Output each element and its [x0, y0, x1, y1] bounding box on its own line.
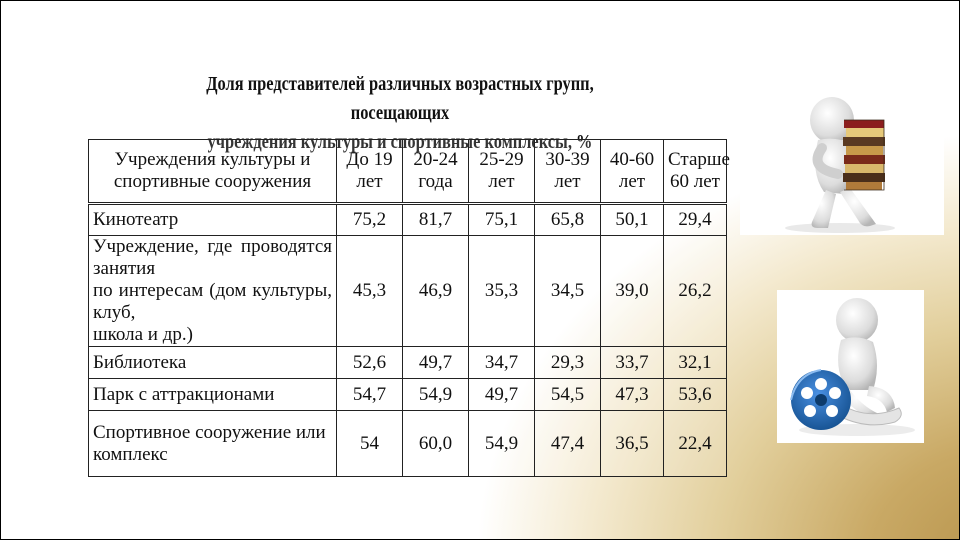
value-cell: 54,9 [403, 379, 469, 411]
header-cell-age: Старше 60 лет [664, 140, 727, 204]
row-label: Библиотека [89, 347, 337, 379]
value-cell: 52,6 [337, 347, 403, 379]
header-cell-age: 20-24 года [403, 140, 469, 204]
row-label: Учреждение, где проводятся занятия по интересам (дом культуры, клуб, школа и др.) [89, 236, 337, 347]
value-cell: 33,7 [601, 347, 664, 379]
header-cell-age: 25-29 лет [469, 140, 535, 204]
value-cell: 26,2 [664, 236, 727, 347]
value-cell: 49,7 [469, 379, 535, 411]
table-row [89, 411, 727, 477]
header-cell-age: До 19 лет [337, 140, 403, 204]
value-cell: 75,2 [337, 204, 403, 236]
value-cell: 49,7 [403, 347, 469, 379]
value-cell: 32,1 [664, 347, 727, 379]
value-cell: 60,0 [403, 411, 469, 477]
table-row [89, 379, 727, 411]
person-with-film-reel-icon [777, 290, 924, 443]
value-cell: 36,5 [601, 411, 664, 477]
value-cell: 65,8 [535, 204, 601, 236]
value-cell: 75,1 [469, 204, 535, 236]
table-row [89, 347, 727, 379]
value-cell: 53,6 [664, 379, 727, 411]
value-cell: 22,4 [664, 411, 727, 477]
value-cell: 54,7 [337, 379, 403, 411]
title-line-2: учреждения культуры и спортивные комплексы, % [207, 131, 593, 153]
header-cell-age: 40-60 лет [601, 140, 664, 204]
table-row [89, 204, 727, 236]
value-cell: 34,7 [469, 347, 535, 379]
value-cell: 34,5 [535, 236, 601, 347]
value-cell: 47,3 [601, 379, 664, 411]
value-cell: 54,9 [469, 411, 535, 477]
row-label: Спортивное сооружение или комплекс [89, 411, 337, 477]
person-carrying-books-icon [740, 82, 944, 235]
table-header-row [89, 140, 727, 204]
value-cell: 50,1 [601, 204, 664, 236]
row-label: Парк с аттракционами [89, 379, 337, 411]
value-cell: 45,3 [337, 236, 403, 347]
table-row [89, 236, 727, 347]
value-cell: 39,0 [601, 236, 664, 347]
attendance-table [88, 139, 730, 477]
value-cell: 29,3 [535, 347, 601, 379]
value-cell: 54,5 [535, 379, 601, 411]
value-cell: 46,9 [403, 236, 469, 347]
header-cell-institution: Учреждения культуры и спортивные сооружения [89, 140, 337, 204]
header-cell-age: 30-39 лет [535, 140, 601, 204]
value-cell: 54 [337, 411, 403, 477]
value-cell: 47,4 [535, 411, 601, 477]
value-cell: 35,3 [469, 236, 535, 347]
value-cell: 81,7 [403, 204, 469, 236]
row-label: Кинотеатр [89, 204, 337, 236]
value-cell: 29,4 [664, 204, 727, 236]
title-line-1: Доля представителей различных возрастных групп, посещающих [206, 73, 594, 124]
